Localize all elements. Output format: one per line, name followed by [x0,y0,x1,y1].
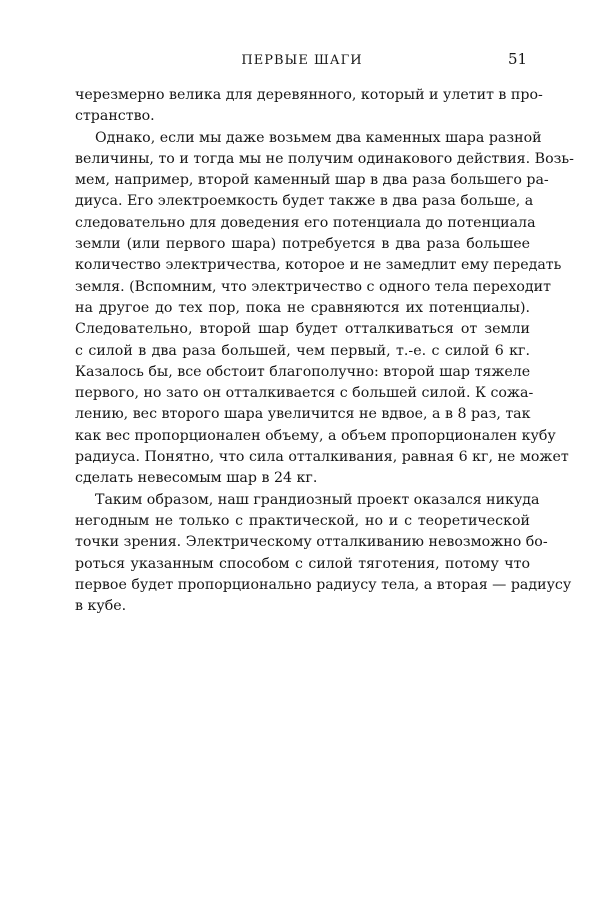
text-line: негодным не только с практической, но и с теоретической [75,512,530,529]
text-line: лению, вес второго шара увеличится не вдвое, а в 8 раз, так [75,406,531,423]
text-line: на другое до тех пор, пока не сравняются их потенциалы). [75,299,530,316]
text-line: как вес пропорционален объему, а объем пропорционален кубу [75,427,556,444]
text-line: первое будет пропорционально радиусу тела, а вторая — радиусу [75,576,572,593]
text-line: странство. [75,108,155,125]
paragraph-3 [75,490,572,618]
text-line: точки зрения. Электрическому отталкиванию невозможно бо- [75,534,548,551]
text-line: с силой в два раза большей, чем первый, т.-е. с силой 6 кг. [75,342,530,359]
text-line: следовательно для доведения его потенциала до потенциала [75,214,536,231]
text-line: роться указанным способом с силой тяготения, потому что [75,555,530,572]
text-line: сделать невесомым шар в 24 кг. [75,470,318,487]
text-line: количество электричества, которое и не замедлит ему передать [75,257,562,274]
text-line: земли (или первого шара) потребуется в два раза большее [75,236,530,253]
text-line: первого, но зато он отталкивается с большей силой. К сожа- [75,385,534,402]
text-line: земля. (Вспомним, что электричество с одного тела переходит [75,278,551,295]
text-line: Таким образом, наш грандиозный проект оказался никуда [95,491,540,508]
text-line: в кубе. [75,598,127,615]
text-line: Казалось бы, все обстоит благополучно: второй шар тяжеле [75,363,531,380]
page-number: 51 [508,50,528,68]
text-line: диуса. Его электроемкость будет также в два раза больше, а [75,193,534,210]
text-line: величины, то и тогда мы не получим одинакового действия. Возь- [75,150,574,167]
body-text [75,85,574,617]
text-line: мем, например, второй каменный шар в два раза большего ра- [75,172,549,189]
text-line: радиуса. Понятно, что сила отталкивания, равная 6 кг, не может [75,449,569,466]
text-line: черезмерно велика для деревянного, который и улетит в про- [75,87,543,103]
paragraph-2 [75,128,574,490]
text-line: Однако, если мы даже возьмем два каменных шара разной [95,129,542,146]
paragraph-1 [75,85,543,128]
running-title: ПЕРВЫЕ ШАГИ [241,53,363,68]
text-line: Следовательно, второй шар будет отталкиваться от земли [75,321,530,338]
